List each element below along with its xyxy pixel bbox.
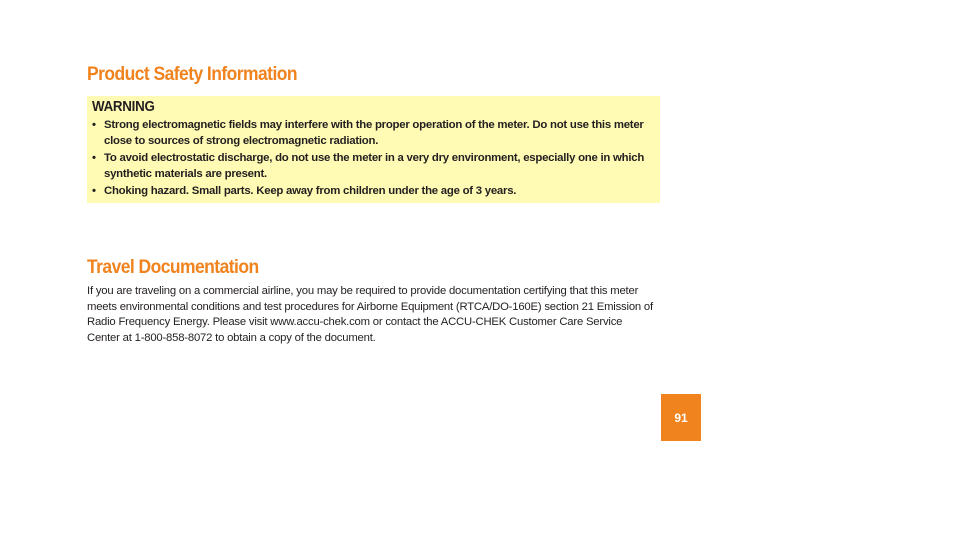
warning-item [92, 118, 656, 149]
travel-documentation-body: If you are traveling on a commercial airline, you may be required to provide documentation certifying that this meter meets environmental conditions and test procedures for Airborne Equipment (RTCA/DO-160E) section 21 Emission of Radio Frequency Energy. Please visit www.accu-chek.com or contact the ACCU-CHEK Customer Care Service Center at 1-800-858-8072 to obtain a copy of the document. [87, 285, 653, 344]
bullet-icon: • [92, 152, 96, 164]
warning-item [92, 184, 656, 200]
warning-list [92, 118, 656, 200]
warning-item [92, 151, 656, 182]
warning-item-text: To avoid electrostatic discharge, do not use the meter in a very dry environment, especially one in which synthetic materials are present. [104, 152, 645, 180]
page-number: 91 [674, 410, 688, 425]
bullet-icon: • [92, 185, 96, 197]
product-safety-heading: Product Safety Information [87, 64, 298, 85]
warning-title: WARNING [92, 99, 155, 115]
travel-documentation-heading: Travel Documentation [87, 257, 259, 278]
bullet-icon: • [92, 119, 96, 131]
warning-item-text: Strong electromagnetic fields may interfere with the proper operation of the meter. Do not use this meter close to sources of strong electromagnetic radiation. [104, 119, 644, 147]
page-number-tab [661, 394, 701, 441]
warning-box [87, 96, 660, 203]
warning-item-text: Choking hazard. Small parts. Keep away from children under the age of 3 years. [104, 185, 517, 197]
